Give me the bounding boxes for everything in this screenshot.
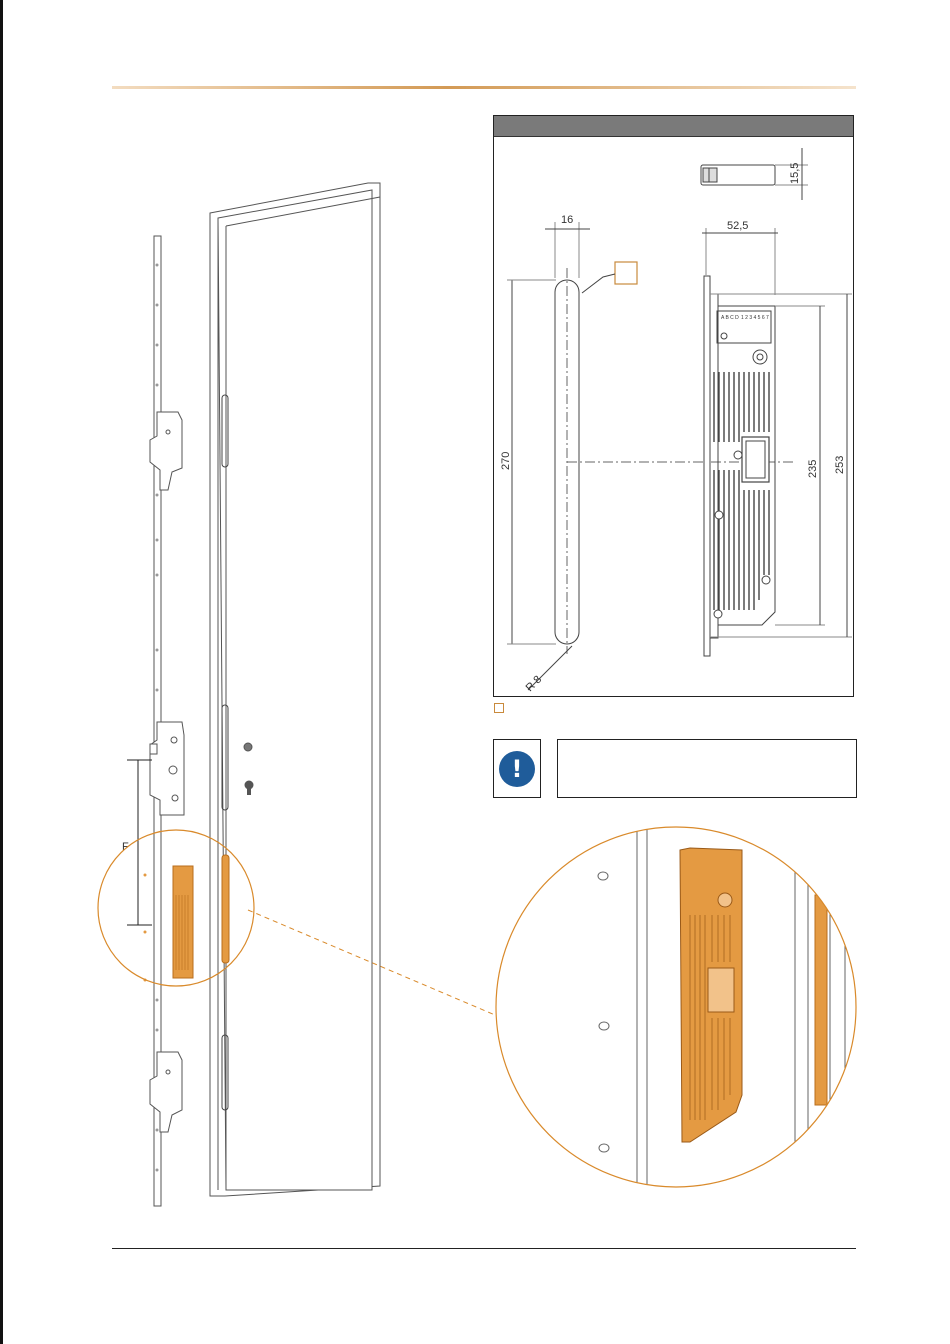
- notice-icon-box: [493, 739, 541, 798]
- door-illustration: [210, 183, 380, 1196]
- mandatory-info-icon: !: [499, 751, 535, 787]
- zoom-detail: [496, 820, 856, 1200]
- dim-depth: 15,5: [789, 162, 801, 184]
- dim-handle-width: 16: [561, 214, 574, 226]
- distance-bracket: [127, 760, 152, 925]
- legend-square: [494, 703, 504, 713]
- multipoint-lock-strip: [150, 236, 184, 1206]
- dim-handle-height: 270: [500, 451, 512, 470]
- notice-text-box: [557, 739, 857, 798]
- distance-label: F: [122, 841, 129, 853]
- terminal-labels-numbers: 1 2 3 4 5 6 7: [741, 315, 769, 321]
- terminal-labels-abcd: A B C D: [721, 315, 739, 321]
- control-unit-small: [144, 866, 194, 982]
- unit-front-view: [702, 228, 852, 656]
- dim-inner-height: 235: [807, 459, 819, 478]
- dim-unit-width: 52,5: [727, 220, 749, 232]
- dim-outer-height: 253: [834, 455, 846, 474]
- dim-radius: R 8: [523, 673, 545, 695]
